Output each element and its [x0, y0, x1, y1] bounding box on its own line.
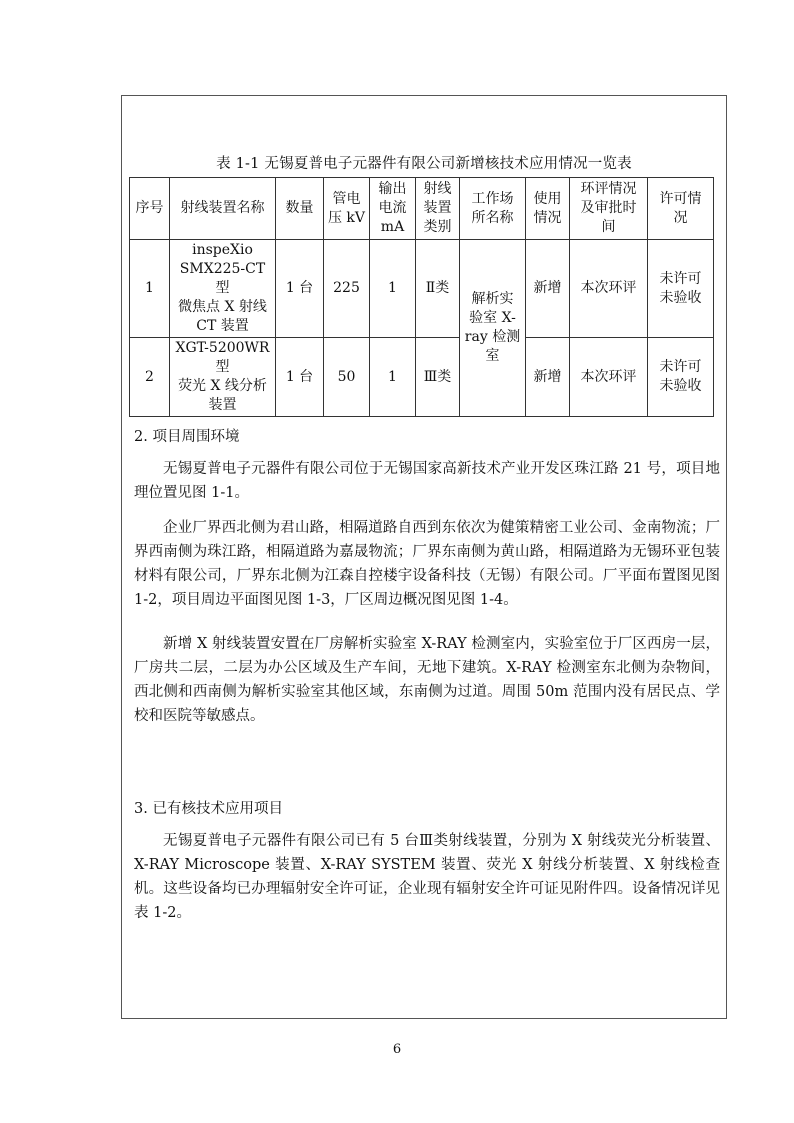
- cell-text-line: SMX225-CT 型: [179, 261, 266, 296]
- cell-voltage: 225: [324, 240, 370, 338]
- cell-usage: 新增: [526, 338, 570, 417]
- cell-current: 1: [370, 338, 416, 417]
- page-number: 6: [392, 1042, 402, 1057]
- cell-text-line: inspeXio: [192, 242, 253, 258]
- cell-no: 2: [130, 338, 170, 417]
- cell-quantity: 1 台: [276, 240, 324, 338]
- cell-text-line: 使用: [533, 190, 562, 207]
- cell-text-line: 间: [601, 219, 616, 235]
- cell-category: Ⅱ类: [416, 240, 460, 338]
- header-cell: [370, 178, 416, 240]
- cell-text-line: 荧光 X 线分析: [178, 378, 267, 394]
- header-cell: [416, 178, 460, 240]
- cell-text-line: 压 kV: [327, 209, 366, 226]
- section-3-paragraph: 无锡夏普电子元器件有限公司已有 5 台Ⅲ类射线装置，分别为 X 射线荧光分析装置、X-RAY Microscope 装置、X-RAY SYSTEM 装置、荧光 X 射线分析装置、X 射线检查机。这些设备均已办理辐射安全许可证，企业现有辐射安全许可证见附件四。设备情况详见表 1-2。: [134, 833, 720, 921]
- cell-text-line: 未许可: [659, 359, 702, 375]
- cell-device-name: [170, 338, 276, 417]
- header-cell: [170, 178, 276, 240]
- header-row: [130, 178, 714, 240]
- cell-text-line: 许可情: [659, 190, 702, 207]
- cell-text-line: 及审批时: [580, 200, 637, 216]
- cell-category: Ⅲ类: [416, 338, 460, 417]
- header-cell: [130, 178, 170, 240]
- cell-text-line: 工作场: [471, 190, 514, 207]
- cell-permit: [648, 338, 714, 417]
- cell-text-line: 未许可: [659, 270, 702, 287]
- cell-text-line: ray 检测: [464, 329, 521, 345]
- cell-text-line: 况: [673, 209, 688, 226]
- section-2-heading: 2. 项目周围环境: [134, 429, 240, 445]
- table-row: [130, 240, 714, 338]
- cell-text-line: CT 装置: [196, 318, 249, 334]
- header-cell: [648, 178, 714, 240]
- cell-text-line: 序号: [135, 200, 164, 216]
- cell-no: 1: [130, 240, 170, 338]
- cell-text-line: 解析实: [471, 291, 514, 307]
- cell-text-line: 环评情况: [580, 181, 637, 197]
- header-cell: [460, 178, 526, 240]
- table-row: [130, 338, 714, 417]
- cell-text-line: XGT-5200WR 型: [175, 340, 270, 375]
- cell-location: [460, 240, 526, 417]
- cell-text-line: 未验收: [659, 289, 702, 306]
- section-2-paragraph: 新增 X 射线装置安置在厂房解析实验室 X-RAY 检测室内，实验室位于厂区西房一层，厂房共二层，二层为办公区域及生产车间，无地下建筑。X-RAY 检测室东北侧为杂物间，西北侧和西南侧为解析实验室其他区域，东南侧为过道。周围 50m 范围内没有居民点、学校和医院等敏感点。: [134, 636, 720, 724]
- header-cell: [276, 178, 324, 240]
- cell-text-line: 装置: [423, 200, 452, 216]
- cell-text-line: 射线: [423, 181, 452, 197]
- header-cell: [570, 178, 648, 240]
- header-cell: [324, 178, 370, 240]
- cell-quantity: 1 台: [276, 338, 324, 417]
- cell-text-line: 射线装置名称: [180, 200, 265, 216]
- cell-text-line: 所名称: [471, 209, 514, 226]
- cell-text-line: 情况: [533, 209, 562, 226]
- cell-eia: 本次环评: [570, 338, 648, 417]
- cell-text-line: 微焦点 X 射线: [178, 299, 267, 315]
- cell-text-line: 装置: [208, 397, 237, 413]
- cell-text-line: 数量: [285, 200, 314, 216]
- cell-text-line: 类别: [423, 219, 452, 235]
- nuclear-tech-table: [129, 177, 714, 417]
- section-2-paragraph: 企业厂界西北侧为君山路，相隔道路自西到东依次为健策精密工业公司、金南物流；厂界西南侧为珠江路，相隔道路为嘉晟物流；厂界东南侧为黄山路，相隔道路为无锡环亚包装材料有限公司，厂界东北侧为江森自控楼宇设备科技（无锡）有限公司。厂平面布置图见图 1-2，项目周边平面图见图 1-3，厂区周边概况图见图 1-4。: [134, 520, 720, 608]
- section-2-paragraph: 无锡夏普电子元器件有限公司位于无锡国家高新技术产业开发区珠江路 21 号，项目地理位置见图 1-1。: [134, 461, 720, 501]
- cell-text-line: 验室 X-: [469, 310, 516, 326]
- cell-current: 1: [370, 240, 416, 338]
- cell-text-line: mA: [380, 219, 405, 235]
- cell-text-line: 输出: [378, 181, 407, 197]
- cell-text-line: 管电: [332, 190, 361, 207]
- section-3-heading: 3. 已有核技术应用项目: [134, 801, 283, 817]
- cell-text-line: 电流: [378, 200, 407, 216]
- cell-usage: 新增: [526, 240, 570, 338]
- cell-text-line: 未验收: [659, 378, 702, 394]
- cell-eia: 本次环评: [570, 240, 648, 338]
- cell-permit: [648, 240, 714, 338]
- header-cell: [526, 178, 570, 240]
- table-caption: 表 1-1 无锡夏普电子元器件有限公司新增核技术应用情况一览表: [216, 156, 632, 172]
- cell-text-line: 室: [485, 348, 500, 364]
- cell-voltage: 50: [324, 338, 370, 417]
- cell-device-name: [170, 240, 276, 338]
